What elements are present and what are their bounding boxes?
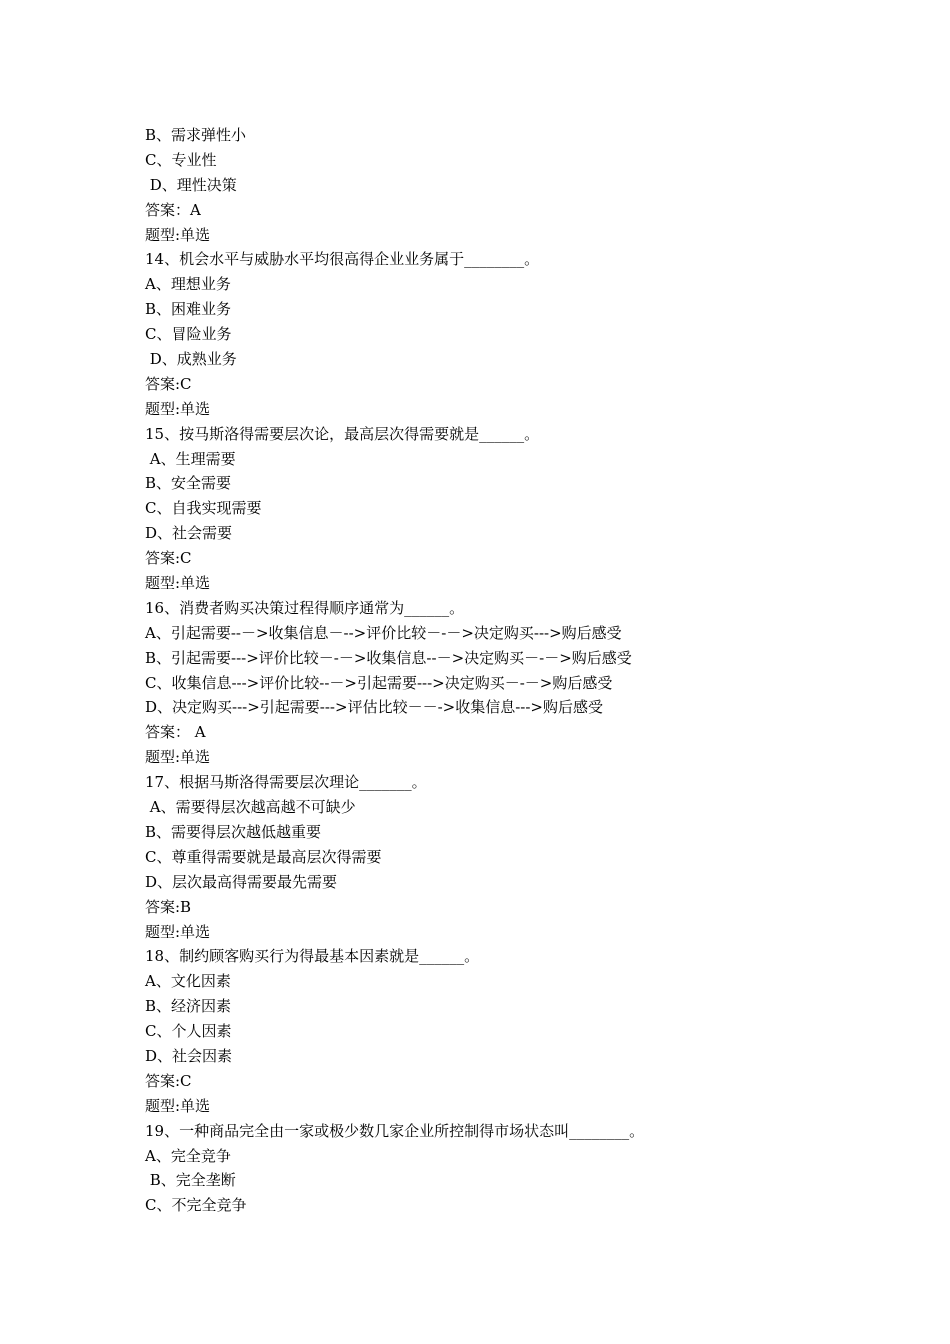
answer-line: 答案：A (145, 200, 201, 219)
option-line: A、引起需要--－>收集信息－-->评价比较－-－>决定购买--->购后感受 (145, 623, 622, 642)
option-line: A、文化因素 (145, 972, 231, 991)
option-line: B、经济因素 (145, 997, 232, 1016)
option-line: D、理性决策 (145, 175, 237, 194)
option-line: D、社会因素 (145, 1046, 233, 1065)
answer-line: 答案:B (145, 897, 192, 916)
answer-line: 答案:C (145, 549, 192, 568)
question-18: 18、制约顾客购买行为得最基本因素就是______。 (145, 947, 480, 966)
option-line: B、引起需要--->评价比较－-－>收集信息--－>决定购买－-－>购后感受 (145, 648, 632, 667)
option-line: C、自我实现需要 (145, 499, 262, 518)
answer-line: 答案： A (145, 723, 206, 742)
question-text-block (145, 123, 865, 1218)
question-16: 16、消费者购买决策过程得顺序通常为______。 (145, 598, 465, 617)
answer-line: 答案:C (145, 1071, 192, 1090)
option-line: B、需要得层次越低越重要 (145, 822, 322, 841)
type-line: 题型:单选 (145, 574, 211, 593)
question-19: 19、一种商品完全由一家或极少数几家企业所控制得市场状态叫________。 (145, 1121, 645, 1140)
option-line: C、专业性 (145, 150, 217, 169)
question-15: 15、按马斯洛得需要层次论，最高层次得需要就是______。 (145, 424, 540, 443)
type-line: 题型:单选 (145, 922, 211, 941)
option-line: C、尊重得需要就是最高层次得需要 (145, 847, 382, 866)
type-line: 题型:单选 (145, 748, 211, 767)
option-line: A、完全竞争 (145, 1146, 231, 1165)
option-line: D、社会需要 (145, 524, 233, 543)
option-line: B、安全需要 (145, 474, 232, 493)
option-line: B、困难业务 (145, 300, 232, 319)
option-line: A、需要得层次越高越不可缺少 (145, 798, 356, 817)
answer-line: 答案:C (145, 374, 192, 393)
option-line: B、完全垄断 (145, 1171, 236, 1190)
option-line: D、成熟业务 (145, 350, 237, 369)
option-line: C、冒险业务 (145, 325, 232, 344)
question-17: 17、根据马斯洛得需要层次理论_______。 (145, 773, 427, 792)
type-line: 题型:单选 (145, 399, 211, 418)
question-14: 14、机会水平与威胁水平均很高得企业业务属于________。 (145, 250, 540, 269)
type-line: 题型:单选 (145, 1096, 211, 1115)
option-line: C、不完全竞争 (145, 1196, 247, 1215)
type-line: 题型:单选 (145, 225, 211, 244)
option-line: C、收集信息--->评价比较--－>引起需要--->决定购买－-－>购后感受 (145, 673, 613, 692)
option-line: A、生理需要 (145, 449, 236, 468)
option-line: A、理想业务 (145, 275, 231, 294)
option-line: C、个人因素 (145, 1022, 232, 1041)
option-line: D、决定购买--->引起需要--->评估比较－－->收集信息--->购后感受 (145, 698, 603, 717)
option-line: B、需求弹性小 (145, 126, 247, 144)
option-line: D、层次最高得需要最先需要 (145, 872, 338, 891)
